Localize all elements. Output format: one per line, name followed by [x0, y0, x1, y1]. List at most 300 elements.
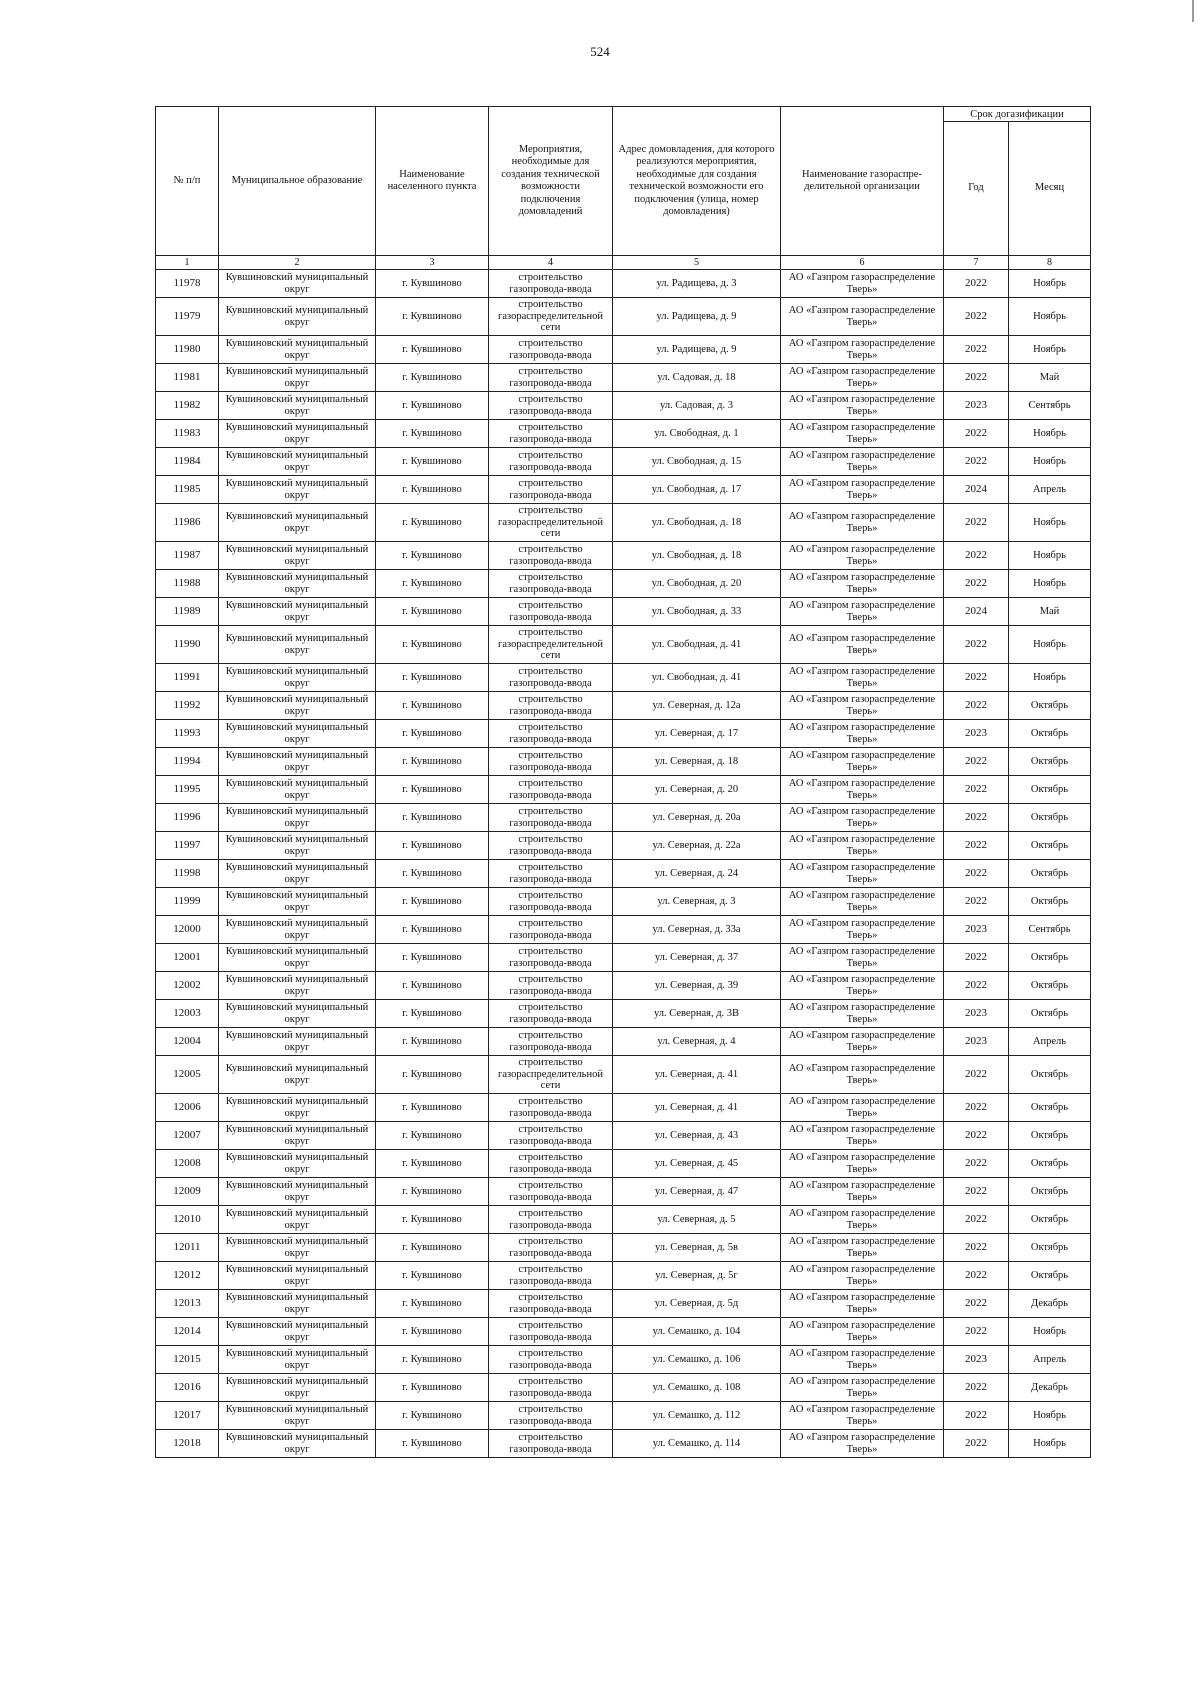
- row-number-cell: 12000: [156, 916, 219, 944]
- header-municipality: Муниципальное образование: [219, 107, 376, 256]
- month-cell: Ноябрь: [1009, 270, 1091, 298]
- month-cell: Май: [1009, 598, 1091, 626]
- year-cell: 2023: [944, 392, 1009, 420]
- month-cell: Ноябрь: [1009, 570, 1091, 598]
- row-number-cell: 11978: [156, 270, 219, 298]
- year-cell: 2023: [944, 1000, 1009, 1028]
- table-row: [156, 1122, 1091, 1150]
- organization-cell: АО «Газпром газораспределение Тверь»: [781, 1094, 944, 1122]
- address-cell: ул. Северная, д. 41: [613, 1094, 781, 1122]
- municipality-cell: Кувшиновский муниципальный округ: [219, 364, 376, 392]
- organization-cell: АО «Газпром газораспределение Тверь»: [781, 1318, 944, 1346]
- measure-cell: строительство газопровода-ввода: [489, 916, 613, 944]
- year-cell: 2022: [944, 270, 1009, 298]
- table-row: [156, 944, 1091, 972]
- municipality-cell: Кувшиновский муниципальный округ: [219, 626, 376, 664]
- measure-cell: строительство газопровода-ввода: [489, 1402, 613, 1430]
- municipality-cell: Кувшиновский муниципальный округ: [219, 972, 376, 1000]
- organization-cell: АО «Газпром газораспределение Тверь»: [781, 888, 944, 916]
- measure-cell: строительство газопровода-ввода: [489, 420, 613, 448]
- month-cell: Октябрь: [1009, 972, 1091, 1000]
- column-number: 5: [613, 256, 781, 270]
- measure-cell: строительство газопровода-ввода: [489, 448, 613, 476]
- municipality-cell: Кувшиновский муниципальный округ: [219, 1402, 376, 1430]
- year-cell: 2022: [944, 748, 1009, 776]
- municipality-cell: Кувшиновский муниципальный округ: [219, 804, 376, 832]
- row-number-cell: 12012: [156, 1262, 219, 1290]
- address-cell: ул. Северная, д. 39: [613, 972, 781, 1000]
- table-row: [156, 1346, 1091, 1374]
- year-cell: 2024: [944, 476, 1009, 504]
- year-cell: 2022: [944, 664, 1009, 692]
- measure-cell: строительство газопровода-ввода: [489, 1290, 613, 1318]
- measure-cell: строительство газопровода-ввода: [489, 1150, 613, 1178]
- header-year: Год: [944, 122, 1009, 256]
- header-settlement: Наименование населенного пункта: [376, 107, 489, 256]
- row-number-cell: 12014: [156, 1318, 219, 1346]
- table-row: [156, 392, 1091, 420]
- month-cell: Октябрь: [1009, 860, 1091, 888]
- month-cell: Ноябрь: [1009, 664, 1091, 692]
- organization-cell: АО «Газпром газораспределение Тверь»: [781, 692, 944, 720]
- measure-cell: строительство газопровода-ввода: [489, 692, 613, 720]
- year-cell: 2024: [944, 598, 1009, 626]
- row-number-cell: 11996: [156, 804, 219, 832]
- table-row: [156, 1234, 1091, 1262]
- table-row: [156, 1430, 1091, 1458]
- organization-cell: АО «Газпром газораспределение Тверь»: [781, 476, 944, 504]
- municipality-cell: Кувшиновский муниципальный округ: [219, 1056, 376, 1094]
- organization-cell: АО «Газпром газораспределение Тверь»: [781, 298, 944, 336]
- settlement-cell: г. Кувшиново: [376, 692, 489, 720]
- measure-cell: строительство газораспределительной сети: [489, 1056, 613, 1094]
- row-number-cell: 11982: [156, 392, 219, 420]
- municipality-cell: Кувшиновский муниципальный округ: [219, 298, 376, 336]
- settlement-cell: г. Кувшиново: [376, 1206, 489, 1234]
- table-row: [156, 476, 1091, 504]
- organization-cell: АО «Газпром газораспределение Тверь»: [781, 944, 944, 972]
- settlement-cell: г. Кувшиново: [376, 1028, 489, 1056]
- address-cell: ул. Свободная, д. 18: [613, 542, 781, 570]
- organization-cell: АО «Газпром газораспределение Тверь»: [781, 1150, 944, 1178]
- settlement-cell: г. Кувшиново: [376, 1178, 489, 1206]
- column-number: 4: [489, 256, 613, 270]
- address-cell: ул. Северная, д. 24: [613, 860, 781, 888]
- month-cell: Ноябрь: [1009, 298, 1091, 336]
- organization-cell: АО «Газпром газораспределение Тверь»: [781, 364, 944, 392]
- table-row: [156, 664, 1091, 692]
- measure-cell: строительство газопровода-ввода: [489, 1318, 613, 1346]
- table-row: [156, 570, 1091, 598]
- organization-cell: АО «Газпром газораспределение Тверь»: [781, 570, 944, 598]
- municipality-cell: Кувшиновский муниципальный округ: [219, 1290, 376, 1318]
- month-cell: Октябрь: [1009, 804, 1091, 832]
- year-cell: 2022: [944, 804, 1009, 832]
- organization-cell: АО «Газпром газораспределение Тверь»: [781, 270, 944, 298]
- header-deadline-group: Срок догазификации: [944, 107, 1091, 122]
- address-cell: ул. Северная, д. 22а: [613, 832, 781, 860]
- address-cell: ул. Северная, д. 41: [613, 1056, 781, 1094]
- address-cell: ул. Свободная, д. 18: [613, 504, 781, 542]
- table-row: [156, 1318, 1091, 1346]
- month-cell: Апрель: [1009, 476, 1091, 504]
- organization-cell: АО «Газпром газораспределение Тверь»: [781, 626, 944, 664]
- address-cell: ул. Свободная, д. 20: [613, 570, 781, 598]
- municipality-cell: Кувшиновский муниципальный округ: [219, 832, 376, 860]
- year-cell: 2022: [944, 1318, 1009, 1346]
- address-cell: ул. Северная, д. 20а: [613, 804, 781, 832]
- address-cell: ул. Свободная, д. 1: [613, 420, 781, 448]
- address-cell: ул. Северная, д. 17: [613, 720, 781, 748]
- municipality-cell: Кувшиновский муниципальный округ: [219, 916, 376, 944]
- measure-cell: строительство газопровода-ввода: [489, 1028, 613, 1056]
- year-cell: 2022: [944, 298, 1009, 336]
- row-number-cell: 12018: [156, 1430, 219, 1458]
- municipality-cell: Кувшиновский муниципальный округ: [219, 448, 376, 476]
- year-cell: 2022: [944, 1206, 1009, 1234]
- organization-cell: АО «Газпром газораспределение Тверь»: [781, 542, 944, 570]
- row-number-cell: 11986: [156, 504, 219, 542]
- year-cell: 2022: [944, 420, 1009, 448]
- municipality-cell: Кувшиновский муниципальный округ: [219, 1028, 376, 1056]
- settlement-cell: г. Кувшиново: [376, 1150, 489, 1178]
- year-cell: 2022: [944, 448, 1009, 476]
- settlement-cell: г. Кувшиново: [376, 748, 489, 776]
- table-row: [156, 832, 1091, 860]
- address-cell: ул. Северная, д. 20: [613, 776, 781, 804]
- month-cell: Ноябрь: [1009, 1402, 1091, 1430]
- table-header-row: [156, 107, 1091, 122]
- column-number-row: [156, 256, 1091, 270]
- municipality-cell: Кувшиновский муниципальный округ: [219, 542, 376, 570]
- page-number: 524: [590, 44, 610, 59]
- table-row: [156, 420, 1091, 448]
- settlement-cell: г. Кувшиново: [376, 720, 489, 748]
- column-number: 8: [1009, 256, 1091, 270]
- scan-edge-mark: [1192, 0, 1194, 22]
- year-cell: 2022: [944, 888, 1009, 916]
- address-cell: ул. Свободная, д. 15: [613, 448, 781, 476]
- municipality-cell: Кувшиновский муниципальный округ: [219, 570, 376, 598]
- month-cell: Ноябрь: [1009, 626, 1091, 664]
- organization-cell: АО «Газпром газораспределение Тверь»: [781, 972, 944, 1000]
- year-cell: 2022: [944, 570, 1009, 598]
- measure-cell: строительство газопровода-ввода: [489, 1430, 613, 1458]
- table-row: [156, 626, 1091, 664]
- month-cell: Октябрь: [1009, 832, 1091, 860]
- year-cell: 2022: [944, 1122, 1009, 1150]
- month-cell: Октябрь: [1009, 1056, 1091, 1094]
- year-cell: 2022: [944, 1234, 1009, 1262]
- table-row: [156, 1094, 1091, 1122]
- header-address: Адрес домовладения, для которого реализуются мероприятия, необходимые для создания технической возможности его подключения (улица, номер домовладения): [613, 107, 781, 256]
- settlement-cell: г. Кувшиново: [376, 1262, 489, 1290]
- settlement-cell: г. Кувшиново: [376, 1318, 489, 1346]
- month-cell: Ноябрь: [1009, 336, 1091, 364]
- measure-cell: строительство газопровода-ввода: [489, 860, 613, 888]
- address-cell: ул. Свободная, д. 41: [613, 626, 781, 664]
- row-number-cell: 12016: [156, 1374, 219, 1402]
- month-cell: Октябрь: [1009, 888, 1091, 916]
- organization-cell: АО «Газпром газораспределение Тверь»: [781, 1122, 944, 1150]
- settlement-cell: г. Кувшиново: [376, 1122, 489, 1150]
- settlement-cell: г. Кувшиново: [376, 1374, 489, 1402]
- month-cell: Апрель: [1009, 1346, 1091, 1374]
- municipality-cell: Кувшиновский муниципальный округ: [219, 944, 376, 972]
- table-row: [156, 916, 1091, 944]
- year-cell: 2022: [944, 1374, 1009, 1402]
- table-row: [156, 336, 1091, 364]
- measure-cell: строительство газопровода-ввода: [489, 972, 613, 1000]
- address-cell: ул. Семашко, д. 112: [613, 1402, 781, 1430]
- row-number-cell: 12007: [156, 1122, 219, 1150]
- measure-cell: строительство газораспределительной сети: [489, 298, 613, 336]
- row-number-cell: 12011: [156, 1234, 219, 1262]
- measure-cell: строительство газопровода-ввода: [489, 1206, 613, 1234]
- settlement-cell: г. Кувшиново: [376, 542, 489, 570]
- address-cell: ул. Семашко, д. 104: [613, 1318, 781, 1346]
- row-number-cell: 11983: [156, 420, 219, 448]
- organization-cell: АО «Газпром газораспределение Тверь»: [781, 392, 944, 420]
- municipality-cell: Кувшиновский муниципальный округ: [219, 1318, 376, 1346]
- year-cell: 2022: [944, 336, 1009, 364]
- year-cell: 2022: [944, 1056, 1009, 1094]
- address-cell: ул. Северная, д. 4: [613, 1028, 781, 1056]
- organization-cell: АО «Газпром газораспределение Тверь»: [781, 1056, 944, 1094]
- row-number-cell: 12015: [156, 1346, 219, 1374]
- table-row: [156, 1028, 1091, 1056]
- settlement-cell: г. Кувшиново: [376, 298, 489, 336]
- settlement-cell: г. Кувшиново: [376, 504, 489, 542]
- month-cell: Октябрь: [1009, 692, 1091, 720]
- measure-cell: строительство газораспределительной сети: [489, 504, 613, 542]
- municipality-cell: Кувшиновский муниципальный округ: [219, 392, 376, 420]
- organization-cell: АО «Газпром газораспределение Тверь»: [781, 748, 944, 776]
- municipality-cell: Кувшиновский муниципальный округ: [219, 1122, 376, 1150]
- measure-cell: строительство газопровода-ввода: [489, 720, 613, 748]
- municipality-cell: Кувшиновский муниципальный округ: [219, 420, 376, 448]
- organization-cell: АО «Газпром газораспределение Тверь»: [781, 504, 944, 542]
- row-number-cell: 11998: [156, 860, 219, 888]
- municipality-cell: Кувшиновский муниципальный округ: [219, 1262, 376, 1290]
- row-number-cell: 11980: [156, 336, 219, 364]
- column-number: 6: [781, 256, 944, 270]
- row-number-cell: 11981: [156, 364, 219, 392]
- table-row: [156, 972, 1091, 1000]
- table-row: [156, 1000, 1091, 1028]
- municipality-cell: Кувшиновский муниципальный округ: [219, 720, 376, 748]
- row-number-cell: 12006: [156, 1094, 219, 1122]
- organization-cell: АО «Газпром газораспределение Тверь»: [781, 448, 944, 476]
- month-cell: Октябрь: [1009, 1094, 1091, 1122]
- settlement-cell: г. Кувшиново: [376, 944, 489, 972]
- settlement-cell: г. Кувшиново: [376, 1056, 489, 1094]
- organization-cell: АО «Газпром газораспределение Тверь»: [781, 420, 944, 448]
- table-row: [156, 1402, 1091, 1430]
- month-cell: Октябрь: [1009, 1206, 1091, 1234]
- organization-cell: АО «Газпром газораспределение Тверь»: [781, 832, 944, 860]
- month-cell: Октябрь: [1009, 720, 1091, 748]
- month-cell: Ноябрь: [1009, 504, 1091, 542]
- settlement-cell: г. Кувшиново: [376, 916, 489, 944]
- address-cell: ул. Семашко, д. 108: [613, 1374, 781, 1402]
- organization-cell: АО «Газпром газораспределение Тверь»: [781, 1234, 944, 1262]
- header-num: № п/п: [156, 107, 219, 256]
- settlement-cell: г. Кувшиново: [376, 626, 489, 664]
- month-cell: Ноябрь: [1009, 448, 1091, 476]
- organization-cell: АО «Газпром газораспределение Тверь»: [781, 1402, 944, 1430]
- row-number-cell: 11985: [156, 476, 219, 504]
- month-cell: Ноябрь: [1009, 1430, 1091, 1458]
- measure-cell: строительство газопровода-ввода: [489, 1262, 613, 1290]
- organization-cell: АО «Газпром газораспределение Тверь»: [781, 1178, 944, 1206]
- header-organization: Наименование газораспре-делительной организации: [781, 107, 944, 256]
- table-row: [156, 298, 1091, 336]
- address-cell: ул. Северная, д. 18: [613, 748, 781, 776]
- year-cell: 2022: [944, 1094, 1009, 1122]
- address-cell: ул. Северная, д. 33а: [613, 916, 781, 944]
- year-cell: 2022: [944, 364, 1009, 392]
- month-cell: Ноябрь: [1009, 420, 1091, 448]
- municipality-cell: Кувшиновский муниципальный округ: [219, 476, 376, 504]
- row-number-cell: 11988: [156, 570, 219, 598]
- address-cell: ул. Садовая, д. 18: [613, 364, 781, 392]
- organization-cell: АО «Газпром газораспределение Тверь»: [781, 804, 944, 832]
- municipality-cell: Кувшиновский муниципальный округ: [219, 1150, 376, 1178]
- row-number-cell: 11987: [156, 542, 219, 570]
- gasification-table: [155, 106, 1091, 1458]
- settlement-cell: г. Кувшиново: [376, 448, 489, 476]
- address-cell: ул. Северная, д. 47: [613, 1178, 781, 1206]
- organization-cell: АО «Газпром газораспределение Тверь»: [781, 1206, 944, 1234]
- row-number-cell: 11997: [156, 832, 219, 860]
- settlement-cell: г. Кувшиново: [376, 1234, 489, 1262]
- month-cell: Апрель: [1009, 1028, 1091, 1056]
- settlement-cell: г. Кувшиново: [376, 1402, 489, 1430]
- month-cell: Октябрь: [1009, 1234, 1091, 1262]
- header-month: Месяц: [1009, 122, 1091, 256]
- municipality-cell: Кувшиновский муниципальный округ: [219, 664, 376, 692]
- address-cell: ул. Свободная, д. 17: [613, 476, 781, 504]
- address-cell: ул. Садовая, д. 3: [613, 392, 781, 420]
- row-number-cell: 12009: [156, 1178, 219, 1206]
- municipality-cell: Кувшиновский муниципальный округ: [219, 1346, 376, 1374]
- measure-cell: строительство газопровода-ввода: [489, 364, 613, 392]
- month-cell: Октябрь: [1009, 1000, 1091, 1028]
- municipality-cell: Кувшиновский муниципальный округ: [219, 1178, 376, 1206]
- organization-cell: АО «Газпром газораспределение Тверь»: [781, 1028, 944, 1056]
- address-cell: ул. Радищева, д. 9: [613, 336, 781, 364]
- table-row: [156, 1206, 1091, 1234]
- table-row: [156, 1178, 1091, 1206]
- settlement-cell: г. Кувшиново: [376, 364, 489, 392]
- settlement-cell: г. Кувшиново: [376, 1346, 489, 1374]
- month-cell: Декабрь: [1009, 1290, 1091, 1318]
- organization-cell: АО «Газпром газораспределение Тверь»: [781, 720, 944, 748]
- address-cell: ул. Радищева, д. 3: [613, 270, 781, 298]
- year-cell: 2022: [944, 692, 1009, 720]
- table-row: [156, 1056, 1091, 1094]
- measure-cell: строительство газопровода-ввода: [489, 832, 613, 860]
- address-cell: ул. Северная, д. 5г: [613, 1262, 781, 1290]
- row-number-cell: 11984: [156, 448, 219, 476]
- month-cell: Октябрь: [1009, 748, 1091, 776]
- year-cell: 2022: [944, 1262, 1009, 1290]
- organization-cell: АО «Газпром газораспределение Тверь»: [781, 916, 944, 944]
- column-number: 7: [944, 256, 1009, 270]
- column-number: 2: [219, 256, 376, 270]
- measure-cell: строительство газопровода-ввода: [489, 476, 613, 504]
- table-row: [156, 804, 1091, 832]
- year-cell: 2022: [944, 832, 1009, 860]
- municipality-cell: Кувшиновский муниципальный округ: [219, 692, 376, 720]
- year-cell: 2022: [944, 1290, 1009, 1318]
- settlement-cell: г. Кувшиново: [376, 392, 489, 420]
- measure-cell: строительство газопровода-ввода: [489, 1346, 613, 1374]
- table-row: [156, 720, 1091, 748]
- table-body: [156, 270, 1091, 1458]
- municipality-cell: Кувшиновский муниципальный округ: [219, 1430, 376, 1458]
- header-measures: Мероприятия, необходимые для создания технической возможности подключения домовладений: [489, 107, 613, 256]
- settlement-cell: г. Кувшиново: [376, 888, 489, 916]
- row-number-cell: 11994: [156, 748, 219, 776]
- measure-cell: строительство газопровода-ввода: [489, 1374, 613, 1402]
- year-cell: 2022: [944, 542, 1009, 570]
- measure-cell: строительство газопровода-ввода: [489, 1094, 613, 1122]
- organization-cell: АО «Газпром газораспределение Тверь»: [781, 664, 944, 692]
- table-row: [156, 448, 1091, 476]
- year-cell: 2022: [944, 504, 1009, 542]
- settlement-cell: г. Кувшиново: [376, 1000, 489, 1028]
- address-cell: ул. Радищева, д. 9: [613, 298, 781, 336]
- address-cell: ул. Семашко, д. 114: [613, 1430, 781, 1458]
- month-cell: Май: [1009, 364, 1091, 392]
- municipality-cell: Кувшиновский муниципальный округ: [219, 1000, 376, 1028]
- measure-cell: строительство газопровода-ввода: [489, 944, 613, 972]
- address-cell: ул. Северная, д. 5д: [613, 1290, 781, 1318]
- row-number-cell: 12017: [156, 1402, 219, 1430]
- address-cell: ул. Свободная, д. 41: [613, 664, 781, 692]
- year-cell: 2022: [944, 1150, 1009, 1178]
- measure-cell: строительство газораспределительной сети: [489, 626, 613, 664]
- row-number-cell: 11989: [156, 598, 219, 626]
- measure-cell: строительство газопровода-ввода: [489, 748, 613, 776]
- measure-cell: строительство газопровода-ввода: [489, 664, 613, 692]
- month-cell: Ноябрь: [1009, 1318, 1091, 1346]
- month-cell: Октябрь: [1009, 776, 1091, 804]
- table-row: [156, 1290, 1091, 1318]
- month-cell: Октябрь: [1009, 1150, 1091, 1178]
- settlement-cell: г. Кувшиново: [376, 1430, 489, 1458]
- row-number-cell: 11993: [156, 720, 219, 748]
- table-row: [156, 504, 1091, 542]
- table-row: [156, 1262, 1091, 1290]
- settlement-cell: г. Кувшиново: [376, 420, 489, 448]
- year-cell: 2022: [944, 776, 1009, 804]
- measure-cell: строительство газопровода-ввода: [489, 776, 613, 804]
- measure-cell: строительство газопровода-ввода: [489, 392, 613, 420]
- row-number-cell: 12010: [156, 1206, 219, 1234]
- municipality-cell: Кувшиновский муниципальный округ: [219, 888, 376, 916]
- organization-cell: АО «Газпром газораспределение Тверь»: [781, 1430, 944, 1458]
- month-cell: Ноябрь: [1009, 542, 1091, 570]
- organization-cell: АО «Газпром газораспределение Тверь»: [781, 860, 944, 888]
- row-number-cell: 11991: [156, 664, 219, 692]
- municipality-cell: Кувшиновский муниципальный округ: [219, 1234, 376, 1262]
- address-cell: ул. Северная, д. 5в: [613, 1234, 781, 1262]
- row-number-cell: 12013: [156, 1290, 219, 1318]
- year-cell: 2022: [944, 626, 1009, 664]
